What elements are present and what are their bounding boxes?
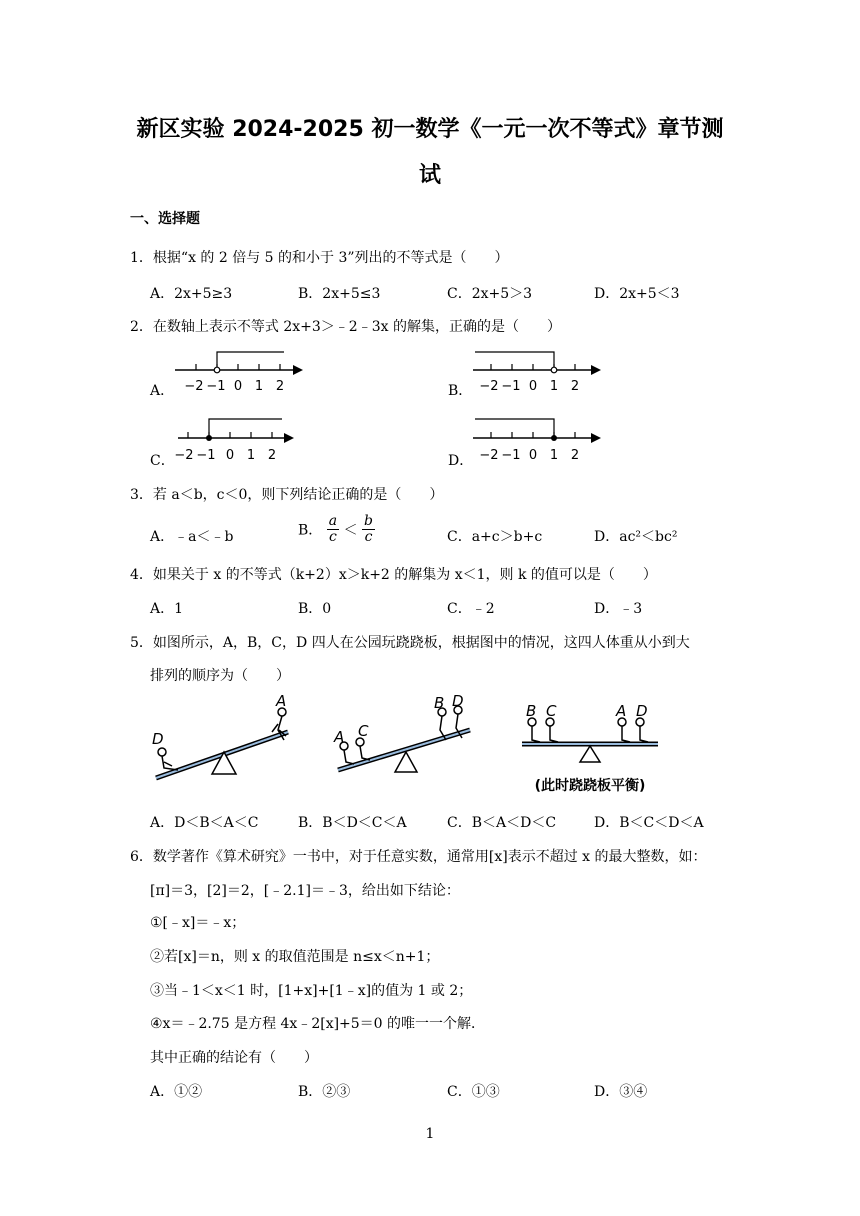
q1-option-a[interactable]: A．2x+5≥3 [150,286,233,302]
q3-option-b[interactable] [298,514,375,545]
tick-label: 2 [275,379,285,394]
q2-option-a-number-line[interactable] [172,346,307,396]
tick-label: 0 [225,448,235,463]
q6-conclusion-4: ④x＝﹣2.75 是方程 4x﹣2[x]+5＝0 的唯一一个解． [150,1016,486,1032]
q4-option-d[interactable]: D．﹣3 [594,601,643,617]
tick-label: 2 [570,448,580,463]
tick-label: 0 [528,379,538,394]
q3-option-a[interactable]: A．﹣a＜﹣b [150,529,234,545]
q1-option-c[interactable]: C．2x+5＞3 [447,286,533,302]
person-label: D [452,692,464,710]
less-than-sign: ＜ [343,522,358,539]
tick-label: 1 [549,379,559,394]
q5-option-d[interactable]: D．B＜C＜D＜A [594,815,704,831]
tick-label: −2 [174,448,194,463]
page-title: 新区实验 2024-2025 初一数学《一元一次不等式》章节测 [136,117,724,142]
q2-option-b-number-line[interactable] [470,346,605,396]
question-6-stem-continued: [π]＝3，[2]＝2，[﹣2.1]＝﹣3，给出如下结论： [150,883,460,899]
tick-label: −1 [501,379,521,394]
q1-option-b[interactable]: B．2x+5≤3 [298,286,381,302]
q4-option-a[interactable]: A．1 [150,601,184,617]
q2-option-c-number-line[interactable] [172,414,302,464]
q4-option-c[interactable]: C．﹣2 [447,601,495,617]
tick-label: 0 [233,379,243,394]
tick-label: −2 [184,379,204,394]
question-5-stem: 5．如图所示，A，B，C，D 四人在公园玩跷跷板，根据图中的情况，这四人体重从小到大 [130,635,690,651]
q1-option-d[interactable]: D．2x+5＜3 [594,286,680,302]
person-label: D [636,702,648,720]
person-label: B [526,702,537,720]
question-1-stem: 1．根据“x 的 2 倍与 5 的和小于 3”列出的不等式是（ ） [130,250,509,266]
seesaw-figure-1 [148,692,298,788]
tick-label: 1 [254,379,264,394]
seesaw-figure-2 [330,692,478,788]
person-label: A [616,702,627,720]
q6-option-d[interactable]: D．③④ [594,1084,648,1100]
q3-option-d[interactable]: D．ac²＜bc² [594,529,678,545]
person-label: A [276,692,287,710]
q5-option-a[interactable]: A．D＜B＜A＜C [150,815,259,831]
q6-conclusion-2: ②若[x]＝n，则 x 的取值范围是 n≤x＜n+1； [150,949,440,965]
tick-label: 1 [549,448,559,463]
question-5-stem-continued: 排列的顺序为（ ） [150,668,290,684]
fraction-a-over-c: $\frac{a}{c}$ [328,513,338,545]
q2-option-a-letter[interactable]: A． [150,383,175,399]
q6-conclusion-1: ①[﹣x]＝﹣x； [150,915,246,931]
q6-option-a[interactable]: A．①② [150,1084,203,1100]
tick-label: −1 [206,379,226,394]
q4-option-b[interactable]: B．0 [298,601,332,617]
person-label: C [546,702,557,720]
person-label: D [152,730,164,748]
section-heading: 一、选择题 [130,211,200,227]
question-2-stem: 2．在数轴上表示不等式 2x+3＞﹣2﹣3x 的解集，正确的是（ ） [130,319,561,335]
q6-option-c[interactable]: C．①③ [447,1084,500,1100]
tick-label: −1 [196,448,216,463]
balance-caption: (此时跷跷板平衡) [534,778,646,794]
page-title-continued: 试 [418,163,441,188]
tick-label: −2 [479,448,499,463]
person-label: B [434,694,445,712]
q6-option-b[interactable]: B．②③ [298,1084,351,1100]
q5-option-c[interactable]: C．B＜A＜D＜C [447,815,557,831]
page-number: 1 [425,1126,435,1142]
q6-conclusion-3: ③当﹣1＜x＜1 时，[1+x]+[1﹣x]的值为 1 或 2； [150,983,473,999]
question-4-stem: 4．如果关于 x 的不等式（k+2）x＞k+2 的解集为 x＜1，则 k 的值可以是（ ） [130,567,657,583]
q2-option-d-letter[interactable]: D． [448,453,474,469]
question-3-stem: 3．若 a＜b，c＜0，则下列结论正确的是（ ） [130,487,444,503]
tick-label: 0 [528,448,538,463]
q3-option-b-label: B． [298,522,323,539]
q2-option-d-number-line[interactable] [470,414,605,464]
q5-option-b[interactable]: B．B＜D＜C＜A [298,815,407,831]
q6-ask: 其中正确的结论有（ ） [150,1050,318,1066]
fraction-b-over-c: $\frac{b}{c}$ [364,513,373,545]
tick-label: −1 [501,448,521,463]
tick-label: 2 [570,379,580,394]
tick-label: −2 [479,379,499,394]
tick-label: 1 [246,448,256,463]
person-label: C [358,722,369,740]
q2-option-c-letter[interactable]: C． [150,453,175,469]
seesaw-figure-3 [516,700,666,798]
q2-option-b-letter[interactable]: B． [448,383,473,399]
tick-label: 2 [267,448,277,463]
person-label: A [334,728,345,746]
q3-option-c[interactable]: C．a+c＞b+c [447,529,543,545]
question-6-stem: 6．数学著作《算术研究》一书中，对于任意实数，通常用[x]表示不超过 x 的最大整数，如： [130,849,707,865]
